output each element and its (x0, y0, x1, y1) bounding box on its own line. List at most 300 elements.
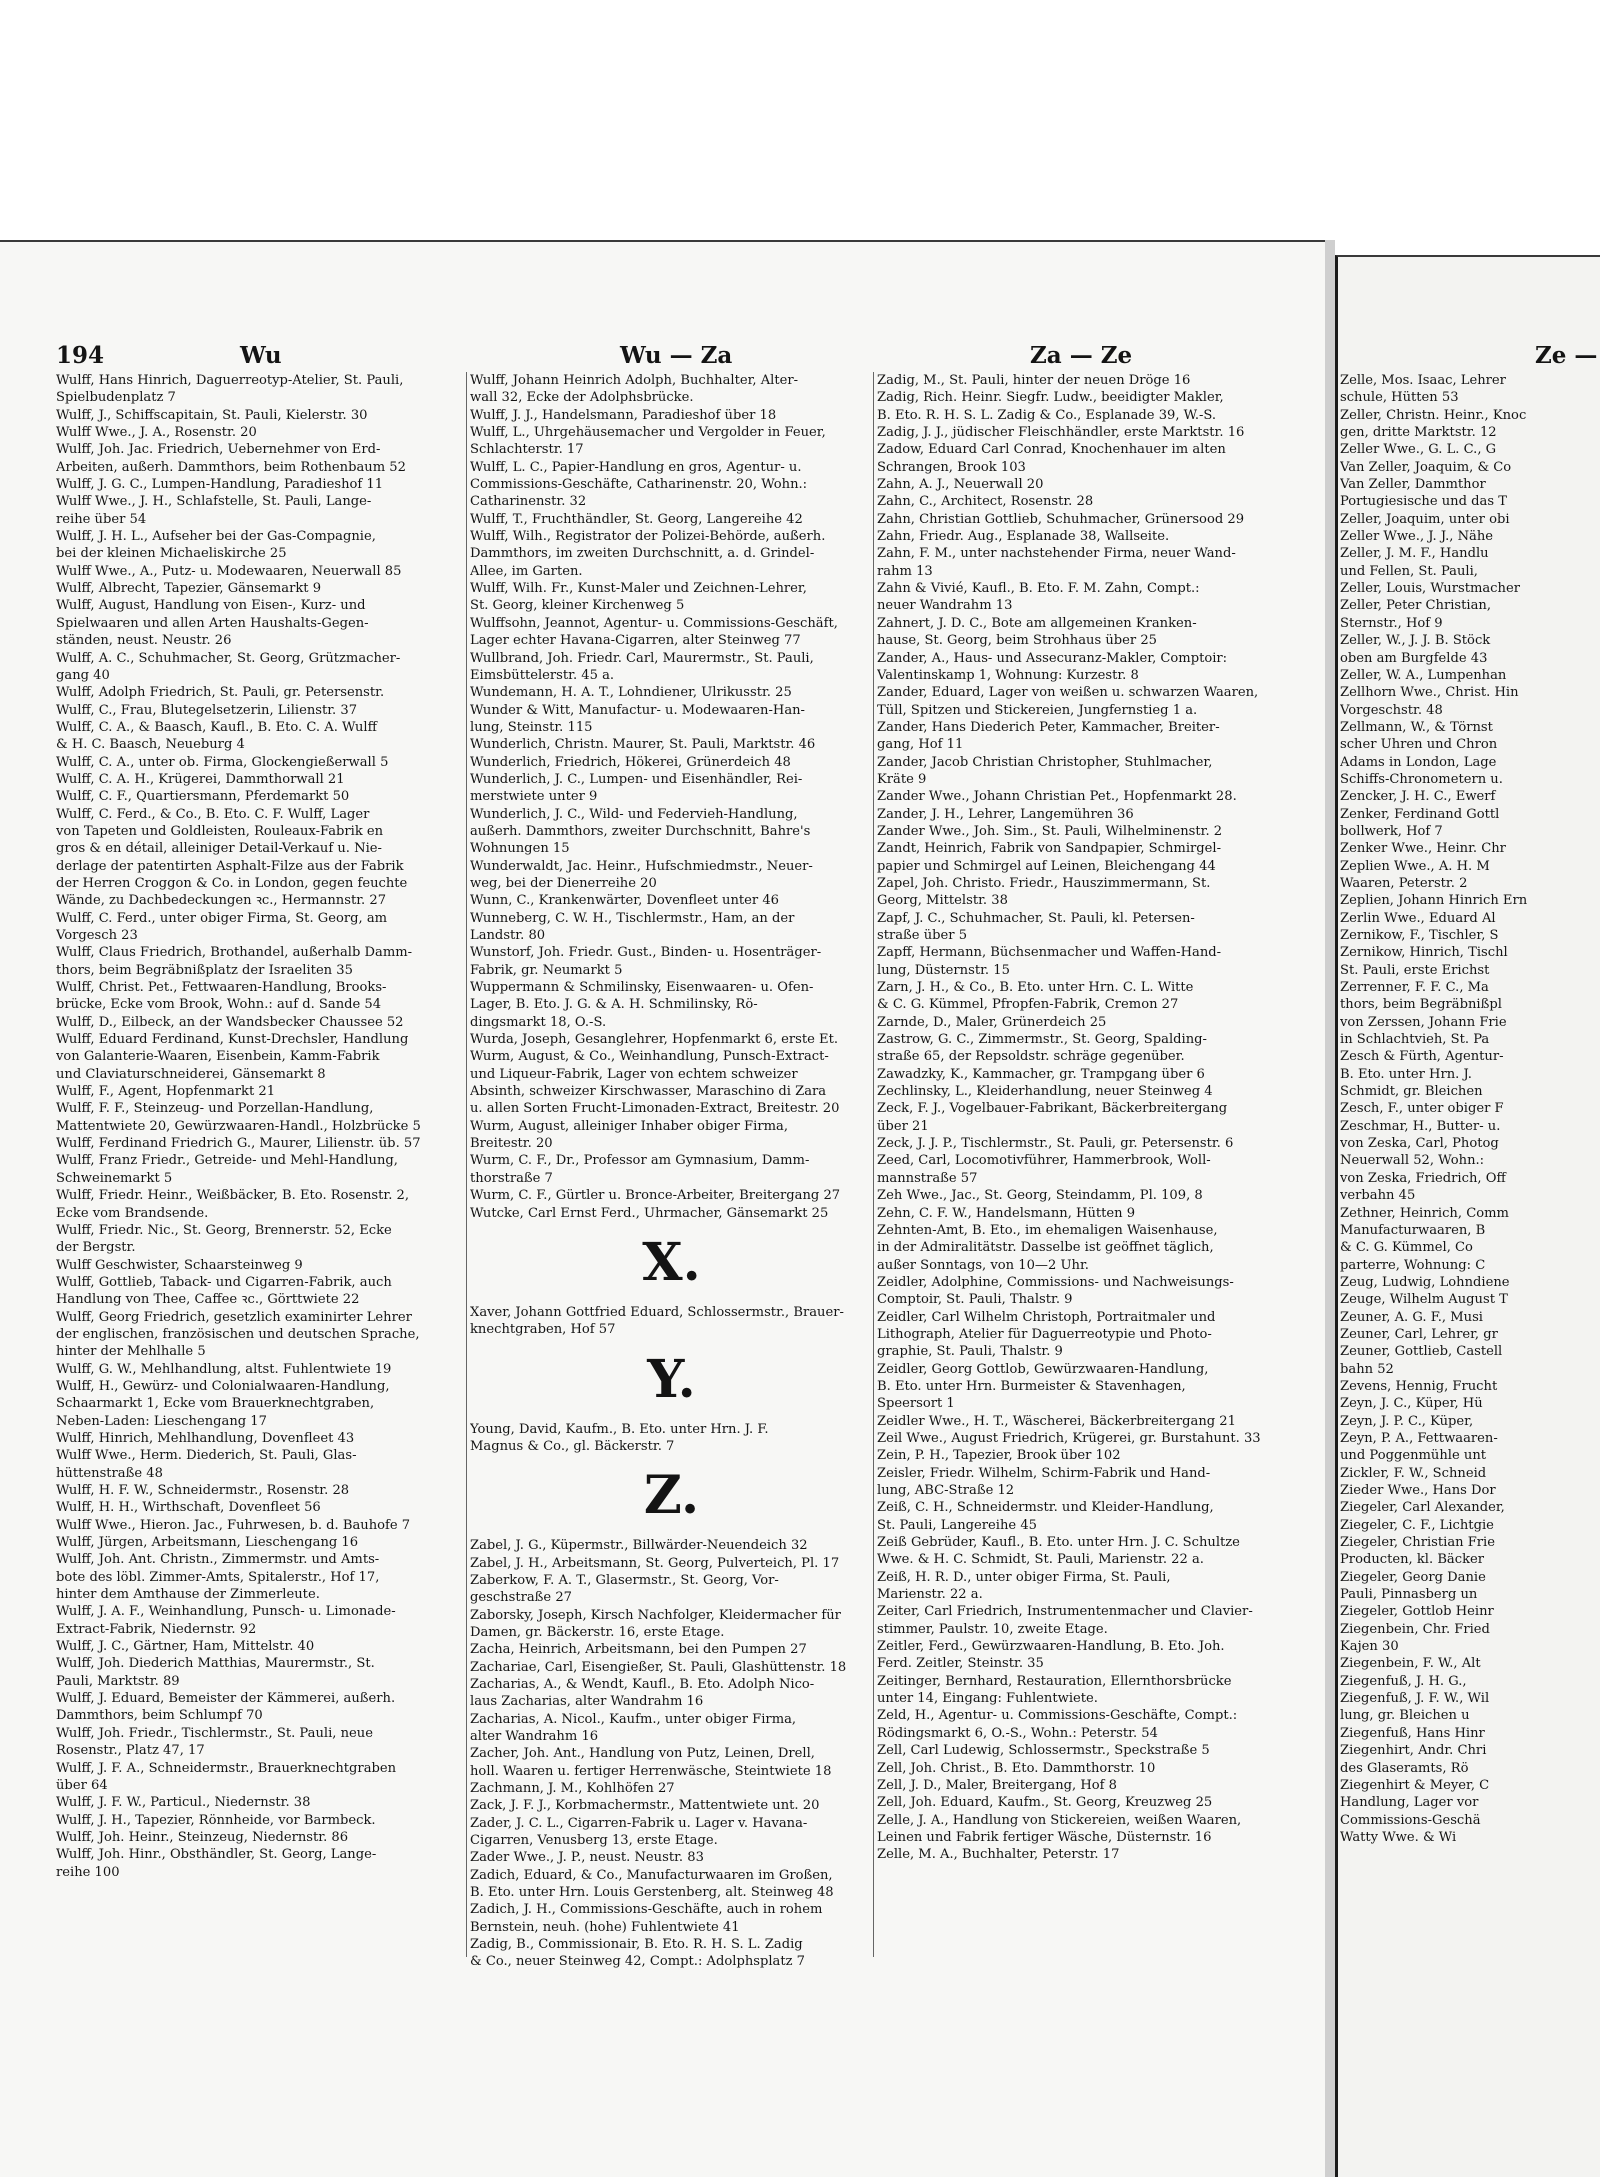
directory-entry: Landstr. 80 (470, 928, 546, 943)
directory-entry: Zapel, Joh. Christo. Friedr., Hauszimmermann, St. (877, 875, 1211, 891)
directory-entry: Zencker, J. H. C., Ewerf (1340, 789, 1496, 805)
directory-entry: Portugiesische und das T (1340, 494, 1507, 510)
directory-entry: Zahn, Friedr. Aug., Esplanade 38, Wallseite. (877, 529, 1170, 545)
directory-entry: Wulff, C. A. H., Krügerei, Dammthorwall 21 (56, 771, 345, 787)
directory-entry: oben am Burgfelde 43 (1340, 650, 1488, 666)
directory-entry: Wulff, Georg Friedrich, gesetzlich examinirter Lehrer (56, 1309, 412, 1325)
directory-entry: Zeiß Gebrüder, Kaufl., B. Eto. unter Hrn. J. C. Schultze (877, 1535, 1240, 1551)
directory-entry: hinter dem Amthause der Zimmerleute. (56, 1587, 320, 1603)
directory-entry: Zader, J. C. L., Cigarren-Fabrik u. Lager v. Havana- (470, 1815, 808, 1831)
directory-entry: Wulff, Gottlieb, Taback- und Cigarren-Fabrik, auch (56, 1274, 392, 1290)
directory-entry: Commissions-Geschäfte, Catharinenstr. 20, Wohn.: (470, 477, 808, 493)
directory-entry: Zehnten-Amt, B. Eto., im ehemaligen Waisenhause, (877, 1222, 1218, 1238)
directory-entry: Cigarren, Venusberg 13, erste Etage. (470, 1833, 718, 1849)
directory-entry: Wunderlich, Friedrich, Hökerei, Grünerdeich 48 (470, 754, 791, 770)
directory-entry: von Zeska, Carl, Photog (1340, 1136, 1499, 1152)
directory-entry: Comptoir, St. Pauli, Thalstr. 9 (877, 1292, 1073, 1308)
directory-entry: außerh. Dammthors, zweiter Durchschnitt, Bahre's (470, 823, 811, 839)
directory-entry: & H. C. Baasch, Neueburg 4 (56, 737, 245, 753)
directory-entry: Sternstr., Hof 9 (1340, 615, 1443, 631)
directory-entry: Wulff, August, Handlung von Eisen-, Kurz- und (56, 598, 366, 614)
directory-entry: Spielwaaren und allen Arten Haushalts-Gegen- (56, 615, 369, 631)
directory-entry: gros & en détail, alleiniger Detail-Verkauf u. Nie- (56, 841, 382, 857)
directory-entry: von Tapeten und Goldleisten, Rouleaux-Fabrik en (56, 823, 384, 839)
directory-entry: Wulff Geschwister, Schaarsteinweg 9 (56, 1257, 303, 1273)
directory-entry: Zeller, W., J. J. B. Stöck (1340, 633, 1491, 649)
directory-entry: und Fellen, St. Pauli, (1340, 563, 1478, 579)
directory-entry: Wulff, J. H., Tapezier, Rönnheide, vor Barmbeck. (56, 1812, 376, 1828)
directory-entry: Commissions-Geschä (1340, 1812, 1481, 1828)
column-rule (873, 372, 874, 1957)
directory-entry: Neuerwall 52, Wohn.: (1340, 1153, 1485, 1169)
directory-entry: Zeh Wwe., Jac., St. Georg, Steindamm, Pl. 109, 8 (877, 1188, 1203, 1204)
directory-entry: Zelle, M. A., Buchhalter, Peterstr. 17 (877, 1847, 1120, 1863)
directory-entry: Marienstr. 22 a. (877, 1587, 983, 1603)
directory-column-3 (877, 372, 1287, 1864)
directory-entry: merstwiete unter 9 (470, 789, 598, 805)
directory-column-4-cropped (1340, 372, 1580, 1846)
directory-entry: Ziegenbein, Chr. Fried (1340, 1621, 1490, 1637)
directory-entry: Valentinskamp 1, Wohnung: Kurzestr. 8 (877, 667, 1139, 683)
directory-entry: Zachariae, Carl, Eisengießer, St. Pauli, Glashüttenstr. 18 (470, 1659, 847, 1675)
directory-entry: Zellmann, W., & Törnst (1340, 719, 1493, 735)
directory-entry: von Zeska, Friedrich, Off (1340, 1170, 1506, 1186)
directory-entry: Wurm, C. F., Dr., Professor am Gymnasium, Damm- (470, 1153, 810, 1169)
directory-entry: über 64 (56, 1777, 108, 1793)
directory-entry: Zapff, Hermann, Büchsenmacher und Waffen-Hand- (877, 945, 1222, 961)
directory-entry: Zacharias, A., & Wendt, Kaufl., B. Eto. Adolph Nico- (470, 1676, 815, 1692)
directory-entry: Rosenstr., Platz 47, 17 (56, 1743, 205, 1759)
directory-entry: Arbeiten, außerh. Dammthors, beim Rothenbaum 52 (56, 459, 406, 475)
directory-entry: Magnus & Co., gl. Bäckerstr. 7 (470, 1438, 675, 1454)
directory-entry: Zeck, J. J. P., Tischlermstr., St. Pauli, gr. Petersenstr. 6 (877, 1136, 1234, 1152)
directory-entry: Zeplien Wwe., A. H. M (1340, 858, 1490, 874)
directory-entry: Zander, Jacob Christian Christopher, Stuhlmacher, (877, 754, 1213, 770)
directory-entry: St. Pauli, erste Erichst (1340, 962, 1490, 978)
directory-entry: Georg, Mittelstr. 38 (877, 893, 1008, 909)
directory-entry: Wulff, C. Ferd., unter obiger Firma, St. Georg, am (56, 910, 388, 926)
directory-entry: Wulff, C. A., & Baasch, Kaufl., B. Eto. C. A. Wulff (56, 719, 377, 735)
directory-entry: Zeidler, Georg Gottlob, Gewürzwaaren-Handlung, (877, 1361, 1209, 1377)
directory-entry: Zeyn, P. A., Fettwaaren- (1340, 1430, 1498, 1446)
directory-entry: Zellhorn Wwe., Christ. Hin (1340, 685, 1519, 701)
directory-entry: Wände, zu Dachbedeckungen ꝛc., Hermannstr. 27 (56, 893, 387, 909)
directory-entry: Zeller, Louis, Wurstmacher (1340, 581, 1520, 597)
directory-entry: Zehn, C. F. W., Handelsmann, Hütten 9 (877, 1205, 1136, 1221)
directory-entry: B. Eto. unter Hrn. Louis Gerstenberg, alt. Steinweg 48 (470, 1885, 834, 1901)
directory-entry: Wwe. & H. C. Schmidt, St. Pauli, Marienstr. 22 a. (877, 1552, 1204, 1568)
directory-entry: Zawadzky, K., Kammacher, gr. Trampgang über 6 (877, 1066, 1205, 1082)
directory-entry: lung, gr. Bleichen u (1340, 1708, 1470, 1724)
directory-entry: Ziegenbein, F. W., Alt (1340, 1656, 1481, 1672)
directory-entry: Lager, B. Eto. J. G. & A. H. Schmilinsky, Rö- (470, 997, 758, 1013)
directory-entry: Zernikow, Hinrich, Tischl (1340, 945, 1508, 961)
directory-entry: Zeller, Joaquim, unter obi (1340, 511, 1510, 527)
directory-entry: Kräte 9 (877, 771, 927, 787)
directory-entry: weg, bei der Dienerreihe 20 (470, 875, 657, 891)
directory-entry: B. Eto. unter Hrn. Burmeister & Stavenhagen, (877, 1378, 1186, 1394)
directory-entry: Zacher, Joh. Ant., Handlung von Putz, Leinen, Drell, (470, 1746, 815, 1762)
directory-entry: geschstraße 27 (470, 1590, 572, 1606)
directory-entry: Wulff, Christ. Pet., Fettwaaren-Handlung, Brooks- (56, 980, 387, 996)
directory-entry: Wunn, C., Krankenwärter, Dovenfleet unter 46 (470, 893, 779, 909)
directory-entry: Zerrenner, F. F. C., Ma (1340, 980, 1489, 996)
directory-entry: Zeisler, Friedr. Wilhelm, Schirm-Fabrik und Hand- (877, 1465, 1211, 1481)
directory-entry: Zell, J. D., Maler, Breitergang, Hof 8 (877, 1777, 1117, 1793)
directory-entry: Zesch & Fürth, Agentur- (1340, 1049, 1504, 1065)
directory-entry: Wunderlich, J. C., Lumpen- und Eisenhändler, Rei- (470, 771, 803, 787)
directory-entry: gen, dritte Marktstr. 12 (1340, 425, 1497, 441)
directory-entry: lung, ABC-Straße 12 (877, 1483, 1015, 1498)
directory-entry: Zeitler, Ferd., Gewürzwaaren-Handlung, B. Eto. Joh. (877, 1639, 1225, 1655)
directory-entry: Zander Wwe., Joh. Sim., St. Pauli, Wilhelminenstr. 2 (877, 823, 1223, 839)
directory-entry: Zahn, A. J., Neuerwall 20 (877, 477, 1044, 493)
directory-entry: Zesch, F., unter obiger F (1340, 1101, 1504, 1117)
directory-entry: der englischen, französischen und deutschen Sprache, (56, 1326, 420, 1342)
directory-entry: Wulff, H., Gewürz- und Colonialwaaren-Handlung, (56, 1378, 390, 1394)
directory-entry: Lithograph, Atelier für Daguerreotypie und Photo- (877, 1326, 1212, 1342)
directory-entry: Zacha, Heinrich, Arbeitsmann, bei den Pumpen 27 (470, 1642, 807, 1658)
directory-entry: Wulff, J. A. F., Weinhandlung, Punsch- u. Limonade- (56, 1604, 396, 1620)
directory-entry: Wulff, J. F. A., Schneidermstr., Brauerknechtgraben (56, 1760, 397, 1776)
directory-entry: Zachmann, J. M., Kohlhöfen 27 (470, 1781, 675, 1797)
directory-entry: Pauli, Pinnasberg un (1340, 1587, 1478, 1603)
directory-entry: der Bergstr. (56, 1240, 136, 1256)
directory-entry: Zechlinsky, L., Kleiderhandlung, neuer Steinweg 4 (877, 1084, 1213, 1100)
directory-entry: Zadig, B., Commissionair, B. Eto. R. H. S. L. Zadig (470, 1937, 803, 1953)
directory-entry: ständen, neust. Neustr. 26 (56, 633, 232, 649)
directory-entry: reihe 100 (56, 1864, 120, 1880)
directory-entry: Zabel, J. G., Küpermstr., Billwärder-Neuendeich 32 (470, 1538, 808, 1554)
directory-entry: Wulff Wwe., J. A., Rosenstr. 20 (56, 425, 257, 441)
directory-entry: Zethner, Heinrich, Comm (1340, 1205, 1509, 1221)
directory-entry: Zeller, W. A., Lumpenhan (1340, 667, 1507, 683)
directory-entry: Wulff, Joh. Heinr., Steinzeug, Niedernstr. 86 (56, 1829, 349, 1845)
directory-entry: Wohnungen 15 (470, 841, 570, 857)
directory-entry: Wulff, Johann Heinrich Adolph, Buchhalter, Alter- (470, 373, 799, 388)
directory-entry: Wurda, Joseph, Gesanglehrer, Hopfenmarkt 6, erste Et. (470, 1032, 839, 1048)
directory-entry: Ziegeler, Christian Frie (1340, 1535, 1495, 1551)
directory-entry: stimmer, Paulstr. 10, zweite Etage. (877, 1621, 1108, 1637)
directory-entry: der Herren Croggon & Co. in London, gegen feuchte (56, 875, 408, 891)
directory-entry: des Glaseramts, Rö (1340, 1760, 1469, 1776)
directory-entry: Zerlin Wwe., Eduard Al (1340, 910, 1496, 926)
directory-entry: wall 32, Ecke der Adolphsbrücke. (470, 390, 694, 406)
directory-entry: lung, Düsternstr. 15 (877, 962, 1010, 978)
directory-entry: Kajen 30 (1340, 1639, 1399, 1655)
section-letter: Z. (643, 1465, 700, 1527)
directory-entry: Zeuner, Gottlieb, Castell (1340, 1344, 1503, 1360)
directory-entry: Vorgeschstr. 48 (1340, 702, 1443, 718)
directory-entry: mannstraße 57 (877, 1170, 978, 1186)
directory-entry: hinter der Mehlhalle 5 (56, 1344, 206, 1360)
directory-entry: schule, Hütten 53 (1340, 390, 1459, 406)
directory-column-2 (470, 372, 873, 1971)
directory-entry: graphie, St. Pauli, Thalstr. 9 (877, 1344, 1063, 1360)
directory-entry: Wulff Wwe., Herm. Diederich, St. Pauli, Glas- (56, 1448, 357, 1464)
directory-entry: Wulff, J. G. C., Lumpen-Handlung, Paradieshof 11 (56, 477, 384, 493)
directory-entry: Zeuner, A. G. F., Musi (1340, 1309, 1483, 1325)
directory-entry: Zenker Wwe., Heinr. Chr (1340, 841, 1506, 857)
directory-entry: Wulff, T., Fruchthändler, St. Georg, Langereihe 42 (470, 511, 803, 527)
directory-entry: Wulff, Friedr. Nic., St. Georg, Brennerstr. 52, Ecke (56, 1222, 392, 1238)
directory-entry: Wulff, J. J., Handelsmann, Paradieshof über 18 (470, 407, 777, 423)
directory-entry: Ecke vom Brandsende. (56, 1205, 209, 1221)
directory-entry: Zadow, Eduard Carl Conrad, Knochenhauer im alten (877, 442, 1226, 458)
directory-entry: Ziegenhirt & Meyer, C (1340, 1777, 1490, 1793)
directory-entry: Zadig, J. J., jüdischer Fleischhändler, erste Marktstr. 16 (877, 425, 1245, 441)
directory-entry: Fabrik, gr. Neumarkt 5 (470, 962, 623, 978)
directory-entry: unter 14, Eingang: Fuhlentwiete. (877, 1691, 1098, 1707)
running-head-column-2: Wu — Za (620, 342, 733, 369)
directory-entry: Ziegenfuß, J. H. G., (1340, 1673, 1467, 1689)
directory-entry: straße 65, der Repsoldstr. schräge gegenüber. (877, 1049, 1185, 1065)
directory-entry: Ziegeler, Georg Danie (1340, 1569, 1486, 1585)
directory-entry: und Poggenmühle unt (1340, 1448, 1487, 1464)
directory-entry: Zell, Joh. Christ., B. Eto. Dammthorstr. 10 (877, 1760, 1156, 1776)
directory-entry: Wulff Wwe., A., Putz- u. Modewaaren, Neuerwall 85 (56, 563, 402, 579)
directory-entry: Zeidler, Carl Wilhelm Christoph, Portraitmaler und (877, 1309, 1216, 1325)
directory-entry: Wulff, Hinrich, Mehlhandlung, Dovenfleet 43 (56, 1430, 355, 1446)
directory-entry: Zeidler Wwe., H. T., Wäscherei, Bäckerbreitergang 21 (877, 1413, 1236, 1429)
directory-entry: Ziegenfuß, Hans Hinr (1340, 1725, 1485, 1741)
directory-entry: dingsmarkt 18, O.-S. (470, 1014, 607, 1030)
directory-entry: Zadig, M., St. Pauli, hinter der neuen Dröge 16 (877, 373, 1191, 388)
directory-entry: Zeug, Ludwig, Lohndiene (1340, 1274, 1510, 1290)
directory-entry: derlage der patentirten Asphalt-Filze aus der Fabrik (56, 858, 404, 874)
directory-entry: Schweinemarkt 5 (56, 1170, 173, 1186)
directory-entry: papier und Schmirgel auf Leinen, Bleichengang 44 (877, 858, 1216, 874)
directory-entry: Vorgesch 23 (56, 928, 138, 943)
directory-entry: Ziegeler, C. F., Lichtgie (1340, 1517, 1494, 1533)
directory-entry: Wunderlich, J. C., Wild- und Federvieh-Handlung, (470, 806, 798, 822)
directory-entry: bollwerk, Hof 7 (1340, 823, 1443, 839)
directory-entry: Wulff, Wilh., Registrator der Polizei-Behörde, außerh. (470, 529, 826, 545)
directory-entry: Dammthors, im zweiten Durchschnitt, a. d. Grindel- (470, 546, 815, 562)
directory-entry: Wulff, C., Frau, Blutegelsetzerin, Lilienstr. 37 (56, 702, 358, 718)
directory-entry: Schlachterstr. 17 (470, 442, 584, 458)
directory-entry: Wulff, Wilh. Fr., Kunst-Maler und Zeichnen-Lehrer, (470, 581, 807, 597)
directory-entry: Zandt, Heinrich, Fabrik von Sandpapier, Schmirgel- (877, 841, 1222, 857)
directory-entry: Wulff, J. F. W., Particul., Niedernstr. 38 (56, 1795, 311, 1811)
section-letter: X. (642, 1231, 701, 1293)
directory-entry: in der Admiralitätstr. Dasselbe ist geöffnet täglich, (877, 1240, 1214, 1256)
directory-entry: Schmidt, gr. Bleichen (1340, 1084, 1483, 1100)
directory-entry: Ziegenfuß, J. F. W., Wil (1340, 1691, 1490, 1707)
directory-entry: straße über 5 (877, 928, 968, 943)
directory-entry: Wulff, H. F. W., Schneidermstr., Rosenstr. 28 (56, 1483, 350, 1498)
directory-entry: Zeck, F. J., Vogelbauer-Fabrikant, Bäckerbreitergang (877, 1101, 1228, 1117)
directory-entry: Wulff, C. A., unter ob. Firma, Glockengießerwall 5 (56, 754, 389, 770)
directory-entry: Wulff, Claus Friedrich, Brothandel, außerhalb Damm- (56, 945, 413, 961)
directory-entry: Zeld, H., Agentur- u. Commissions-Geschäfte, Compt.: (877, 1708, 1238, 1724)
directory-entry: Wulff, Hans Hinrich, Daguerreotyp-Atelier, St. Pauli, (56, 373, 404, 388)
directory-entry: Wulff, D., Eilbeck, an der Wandsbecker Chaussee 52 (56, 1014, 404, 1030)
directory-entry: alter Wandrahm 16 (470, 1729, 599, 1744)
directory-entry: Zahn & Vivié, Kaufl., B. Eto. F. M. Zahn, Compt.: (877, 581, 1200, 597)
directory-entry: Wullbrand, Joh. Friedr. Carl, Maurermstr., St. Pauli, (470, 650, 814, 666)
directory-entry: Mattentwiete 20, Gewürzwaaren-Handl., Holzbrücke 5 (56, 1118, 421, 1134)
directory-entry: Zahn, F. M., unter nachstehender Firma, neuer Wand- (877, 546, 1236, 562)
directory-entry: Zander, J. H., Lehrer, Langemühren 36 (877, 806, 1134, 822)
page-gutter (1325, 240, 1335, 2177)
directory-entry: thorstraße 7 (470, 1170, 553, 1186)
directory-entry: gang 40 (56, 667, 110, 683)
directory-entry: in Schlachtvieh, St. Pa (1340, 1032, 1490, 1048)
directory-entry: Zeyn, J. P. C., Küper, (1340, 1413, 1474, 1429)
directory-entry: Wulff, L., Uhrgehäusemacher und Vergolder in Feuer, (470, 425, 826, 441)
directory-entry: und Liqueur-Fabrik, Lager von echtem schweizer (470, 1066, 798, 1082)
directory-entry: reihe über 54 (56, 511, 147, 527)
directory-entry: u. allen Sorten Frucht-Limonaden-Extract, Breitestr. 20 (470, 1101, 840, 1117)
directory-entry: rahm 13 (877, 563, 933, 579)
running-head-column-3: Za — Ze (1030, 342, 1133, 369)
directory-entry: Wulff, Friedr. Heinr., Weißbäcker, B. Eto. Rosenstr. 2, (56, 1188, 410, 1204)
directory-entry: Wunder & Witt, Manufactur- u. Modewaaren-Han- (470, 702, 805, 718)
directory-entry: knechtgraben, Hof 57 (470, 1322, 616, 1338)
directory-entry: Zeller, Peter Christian, (1340, 598, 1491, 614)
directory-entry: Wunneberg, C. W. H., Tischlermstr., Ham, an der (470, 910, 795, 926)
directory-entry: Zaborsky, Joseph, Kirsch Nachfolger, Kleidermacher für (470, 1607, 841, 1623)
running-head-column-4: Ze — (1535, 342, 1598, 369)
directory-entry: Schaarmarkt 1, Ecke vom Brauerknechtgraben, (56, 1396, 375, 1412)
directory-entry: B. Eto. unter Hrn. J. (1340, 1066, 1472, 1082)
directory-entry: Adams in London, Lage (1340, 754, 1497, 770)
directory-entry: Wulff, Albrecht, Tapezier, Gänsemarkt 9 (56, 581, 322, 597)
directory-entry: gang, Hof 11 (877, 737, 964, 753)
directory-entry: B. Eto. R. H. S. L. Zadig & Co., Esplanade 39, W.-S. (877, 407, 1217, 423)
directory-entry: Zaberkow, F. A. T., Glasermstr., St. Georg, Vor- (470, 1572, 779, 1588)
directory-entry: Zeiter, Carl Friedrich, Instrumentenmacher und Clavier- (877, 1604, 1253, 1620)
directory-entry: Wunderlich, Christn. Maurer, St. Pauli, Marktstr. 46 (470, 737, 816, 753)
directory-entry: Wulff, Joh. Ant. Christn., Zimmermstr. und Amts- (56, 1552, 380, 1568)
directory-entry: Zacharias, A. Nicol., Kaufm., unter obiger Firma, (470, 1711, 797, 1727)
directory-entry: Ziegenhirt, Andr. Chri (1340, 1743, 1487, 1759)
directory-entry: Handlung von Thee, Caffee ꝛc., Görttwiete 22 (56, 1292, 360, 1308)
directory-entry: außer Sonntags, von 10—2 Uhr. (877, 1257, 1089, 1273)
directory-entry: holl. Waaren u. fertiger Herrenwäsche, Steintwiete 18 (470, 1763, 832, 1779)
directory-entry: Zeller, J. M. F., Handlu (1340, 546, 1489, 562)
directory-entry: Wunstorf, Joh. Friedr. Gust., Binden- u. Hosenträger- (470, 945, 822, 961)
directory-entry: Zeed, Carl, Locomotivführer, Hammerbrook, Woll- (877, 1153, 1211, 1169)
directory-entry: Young, David, Kaufm., B. Eto. unter Hrn. J. F. (470, 1421, 769, 1437)
directory-column-1 (56, 372, 466, 1881)
directory-entry: parterre, Wohnung: C (1340, 1257, 1486, 1273)
directory-entry: Van Zeller, Dammthor (1340, 477, 1486, 493)
directory-entry: Zeuner, Carl, Lehrer, gr (1340, 1326, 1498, 1342)
directory-entry: Waaren, Peterstr. 2 (1340, 875, 1468, 891)
directory-entry: Catharinenstr. 32 (470, 494, 587, 510)
directory-entry: Zeuge, Wilhelm August T (1340, 1292, 1508, 1308)
page-number: 194 (56, 342, 105, 369)
directory-entry: Wundemann, H. A. T., Lohndiener, Ulrikusstr. 25 (470, 685, 792, 701)
directory-entry: von Galanterie-Waaren, Eisenbein, Kamm-Fabrik (56, 1049, 380, 1065)
directory-entry: Zahn, Christian Gottlieb, Schuhmacher, Grünersood 29 (877, 511, 1245, 527)
directory-entry: Wulff, Adolph Friedrich, St. Pauli, gr. Petersenstr. (56, 685, 385, 701)
directory-entry: Wulff, L. C., Papier-Handlung en gros, Agentur- u. (470, 459, 802, 475)
directory-entry: Zarnde, D., Maler, Grünerdeich 25 (877, 1014, 1107, 1030)
directory-entry: Wulff, C. F., Quartiersmann, Pferdemarkt 50 (56, 789, 350, 805)
directory-entry: Ziegeler, Gottlob Heinr (1340, 1604, 1494, 1620)
directory-entry: Zeiß, C. H., Schneidermstr. und Kleider-Handlung, (877, 1500, 1214, 1516)
directory-entry: Bernstein, neuh. (hohe) Fuhlentwiete 41 (470, 1919, 740, 1935)
directory-entry: Zander Wwe., Johann Christian Pet., Hopfenmarkt 28. (877, 789, 1237, 805)
directory-entry: Breitestr. 20 (470, 1136, 553, 1152)
directory-entry: Wulff, Jürgen, Arbeitsmann, Lieschengang 16 (56, 1535, 359, 1551)
directory-entry: Wunderwaldt, Jac. Heinr., Hufschmiedmstr., Neuer- (470, 858, 813, 874)
directory-entry: Allee, im Garten. (470, 563, 583, 579)
directory-entry: Zeyn, J. C., Küper, Hü (1340, 1396, 1483, 1412)
directory-entry: Wulff, Joh. Jac. Friedrich, Uebernehmer von Erd- (56, 442, 381, 458)
directory-entry: Extract-Fabrik, Niedernstr. 92 (56, 1621, 257, 1637)
directory-entry: Zander, Hans Diederich Peter, Kammacher, Breiter- (877, 719, 1220, 735)
directory-entry: Zeitinger, Bernhard, Restauration, Ellernthorsbrücke (877, 1673, 1232, 1689)
directory-entry: Zander, A., Haus- und Assecuranz-Makler, Comptoir: (877, 650, 1228, 666)
directory-entry: Wulff, F., Agent, Hopfenmarkt 21 (56, 1084, 276, 1100)
directory-entry: Leinen und Fabrik fertiger Wäsche, Düsternstr. 16 (877, 1829, 1212, 1845)
directory-entry: Handlung, Lager vor (1340, 1795, 1479, 1811)
directory-entry: Zander, Eduard, Lager von weißen u. schwarzen Waaren, (877, 685, 1259, 701)
directory-entry: Schiffs-Chronometern u. (1340, 771, 1503, 787)
directory-entry: und Claviaturschneiderei, Gänsemarkt 8 (56, 1066, 326, 1082)
directory-entry: Lager echter Havana-Cigarren, alter Steinweg 77 (470, 633, 801, 649)
directory-entry: Rödingsmarkt 6, O.-S., Wohn.: Peterstr. 54 (877, 1725, 1158, 1741)
directory-entry: Zadich, J. H., Commissions-Geschäfte, auch in rohem (470, 1902, 823, 1918)
directory-entry: Zeschmar, H., Butter- u. (1340, 1118, 1501, 1134)
directory-entry: Ziegeler, Carl Alexander, (1340, 1500, 1505, 1516)
directory-entry: Wulff Wwe., J. H., Schlafstelle, St. Pauli, Lange- (56, 494, 372, 510)
directory-entry: von Zerssen, Johann Frie (1340, 1014, 1507, 1030)
directory-entry: Watty Wwe. & Wi (1340, 1829, 1457, 1845)
directory-entry: neuer Wandrahm 13 (877, 598, 1013, 614)
directory-entry: Wulff, C. Ferd., & Co., B. Eto. C. F. Wulff, Lager (56, 806, 370, 822)
directory-entry: hüttenstraße 48 (56, 1465, 163, 1481)
directory-entry: Zeller Wwe., G. L. C., G (1340, 442, 1497, 458)
directory-entry: Zeller Wwe., J. J., Nähe (1340, 529, 1494, 545)
directory-entry: Van Zeller, Joaquim, & Co (1340, 459, 1512, 475)
directory-entry: Wulff, Joh. Hinr., Obsthändler, St. Georg, Lange- (56, 1847, 377, 1863)
directory-entry: & Co., neuer Steinweg 42, Compt.: Adolphsplatz 7 (470, 1954, 806, 1970)
directory-entry: lung, Steinstr. 115 (470, 719, 593, 735)
directory-entry: Wuppermann & Schmilinsky, Eisenwaaren- u. Ofen- (470, 980, 814, 996)
section-letter: Y. (647, 1348, 696, 1410)
directory-entry: Zapf, J. C., Schuhmacher, St. Pauli, kl. Petersen- (877, 910, 1195, 926)
directory-entry: Zabel, J. H., Arbeitsmann, St. Georg, Pulverteich, Pl. 17 (470, 1555, 840, 1571)
directory-entry: Wulff, Joh. Friedr., Tischlermstr., St. Pauli, neue (56, 1725, 373, 1741)
directory-entry: Wulff Wwe., Hieron. Jac., Fuhrwesen, b. d. Bauhofe 7 (56, 1517, 411, 1533)
directory-entry: Wulff, F. F., Steinzeug- und Porzellan-Handlung, (56, 1101, 374, 1117)
directory-entry: Zenker, Ferdinand Gottl (1340, 806, 1500, 822)
directory-entry: Zack, J. F. J., Korbmachermstr., Mattentwiete unt. 20 (470, 1798, 820, 1814)
directory-entry: Speersort 1 (877, 1396, 955, 1412)
directory-entry: Wulff, Joh. Diederich Matthias, Maurermstr., St. (56, 1656, 375, 1672)
directory-entry: Schrangen, Brook 103 (877, 459, 1026, 475)
directory-entry: Wulff, J. H. L., Aufseher bei der Gas-Compagnie, (56, 529, 376, 545)
directory-entry: Zieder Wwe., Hans Dor (1340, 1483, 1496, 1498)
directory-entry: thors, beim Begräbnißplatz der Israeliten 35 (56, 962, 353, 978)
directory-entry: Wutcke, Carl Ernst Ferd., Uhrmacher, Gänsemarkt 25 (470, 1205, 829, 1221)
directory-entry: bei der kleinen Michaeliskirche 25 (56, 546, 287, 562)
directory-entry: Wulff, G. W., Mehlhandlung, altst. Fuhlentwiete 19 (56, 1361, 392, 1377)
directory-entry: über 21 (877, 1118, 929, 1134)
directory-entry: Zeil Wwe., August Friedrich, Krügerei, gr. Burstahunt. 33 (877, 1430, 1261, 1446)
directory-entry: Zeiß, H. R. D., unter obiger Firma, St. Pauli, (877, 1569, 1171, 1585)
directory-entry: & C. G. Kümmel, Co (1340, 1240, 1473, 1256)
directory-entry: Zernikow, F., Tischler, S (1340, 928, 1499, 943)
directory-entry: Wulff, J. C., Gärtner, Ham, Mittelstr. 40 (56, 1639, 315, 1655)
directory-entry: Zader Wwe., J. P., neust. Neustr. 83 (470, 1850, 704, 1866)
directory-entry: Zastrow, G. C., Zimmermstr., St. Georg, Spalding- (877, 1032, 1207, 1048)
